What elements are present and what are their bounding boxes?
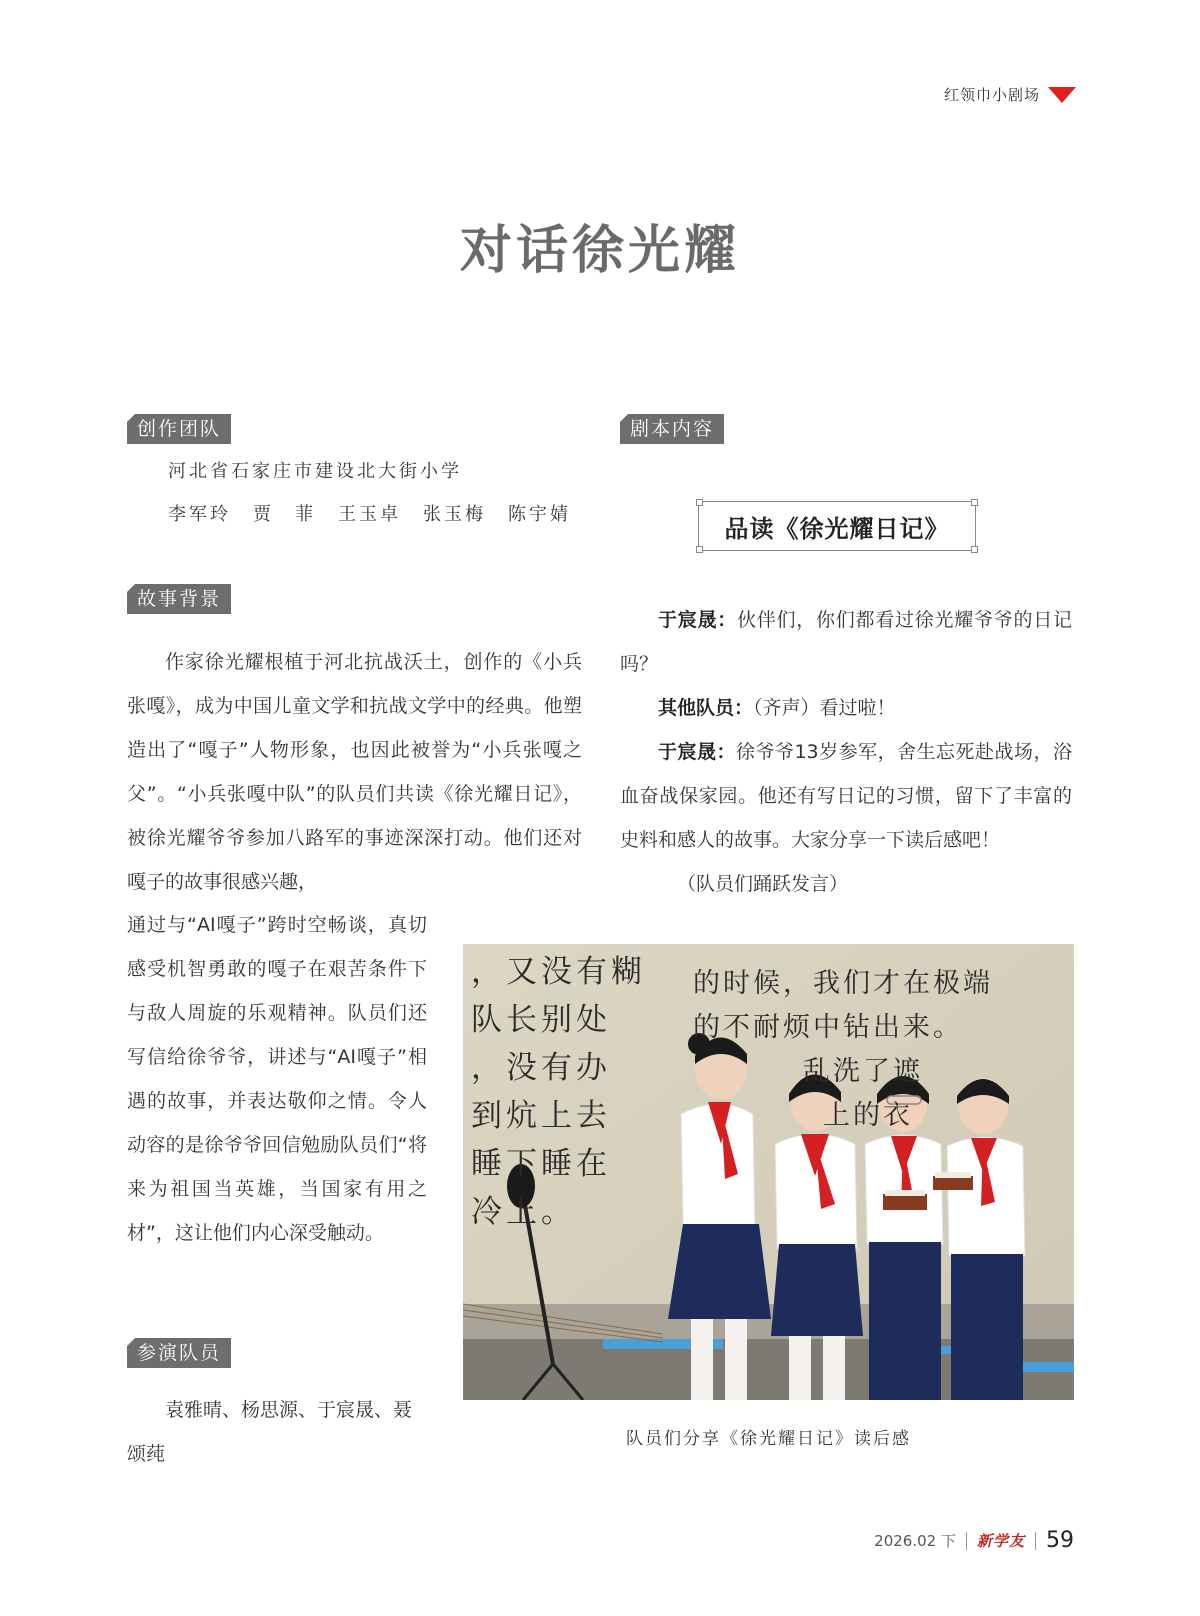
line-text: （齐声）看过啦！ [753,697,896,719]
corner-dot [696,546,703,553]
photo-caption: 队员们分享《徐光耀日记》读后感 [626,1429,911,1449]
team-members [168,500,571,526]
speaker: 于宸晟： [658,609,737,631]
story-paragraph-continued: 通过与“AI嘎子”跨时空畅谈，真切感受机智勇敢的嘎子在艰苦条件下与敌人周旋的乐观精神。队员们还写信给徐爷爷，讲述与“AI嘎子”相遇的故事，并表达敬仰之情。令人动容的是徐爷爷回信勉励队员们“将来为祖国当英雄，当国家有用之材”，这让他们内心深受触动。 [127,914,427,1244]
line-text: （队员们踊跃发言） [677,873,849,895]
page-title: 对话徐光耀 [459,221,740,281]
heading-script: 剧本内容 [620,414,724,444]
section-label: 红领巾小剧场 [943,86,1040,104]
team-member: 张玉梅 [423,504,486,525]
speaker: 于宸晟： [658,741,736,763]
speaker: 其他队员： [658,697,754,719]
red-triangle-icon [1048,87,1076,103]
corner-dot [696,499,703,506]
divider [1035,1532,1036,1550]
magazine-logo: 新学友 [976,1532,1025,1550]
scene-title: 品读《徐光耀日记》 [724,514,950,543]
team-member: 王玉卓 [338,504,401,525]
board-text-right: 的时候，我们才在极端 的不耐烦中钻出来。 乱洗了遮 上的衣 [693,968,993,1131]
dialogue-line [620,598,1072,686]
stage-direction [620,862,1072,906]
dialogue-line [620,686,1072,730]
line-text: 徐爷爷13岁参军，舍生忘死赴战场，浴血奋战保家园。他还有写日记的习惯，留下了丰富的史料和感人的故事。大家分享一下读后感吧！ [620,741,1072,851]
corner-dot [971,546,978,553]
story-paragraph: 作家徐光耀根植于河北抗战沃土，创作的《小兵张嘎》，成为中国儿童文学和抗战文学中的经典。他塑造出了“嘎子”人物形象，也因此被誉为“小兵张嘎之父”。“小兵张嘎中队”的队员们共读《徐光耀日记》，被徐光耀爷爷参加八路军的事迹深深打动。他们还对嘎子的故事很感兴趣， [127,651,582,893]
page-footer [874,1528,1074,1553]
heading-cast: 参演队员 [127,1338,231,1368]
corner-dot [971,499,978,506]
heading-story: 故事背景 [127,584,231,614]
section-header [944,84,1076,105]
team-member: 陈宇婧 [508,504,571,525]
divider [966,1532,967,1550]
cast-names: 袁雅晴、杨思源、于宸晟、聂颂莼 [127,1399,413,1465]
line-text: 伙伴们，你们都看过徐光耀爷爷的日记吗？ [620,609,1072,675]
issue-date: 2026.02 下 [874,1532,956,1550]
team-member: 李军玲 [168,504,231,525]
dialogue-line [620,730,1072,862]
heading-team: 创作团队 [127,414,231,444]
page-number: 59 [1046,1528,1074,1553]
stage-photo [463,944,1074,1400]
scene-title-box [698,501,976,551]
board-text-left: ，又没有糊 队长别处 ，没有办 到炕上去 睡下睡在 冷上。 [471,954,646,1230]
team-member: 贾 菲 [253,504,316,525]
school-name: 河北省石家庄市建设北大街小学 [168,461,462,482]
